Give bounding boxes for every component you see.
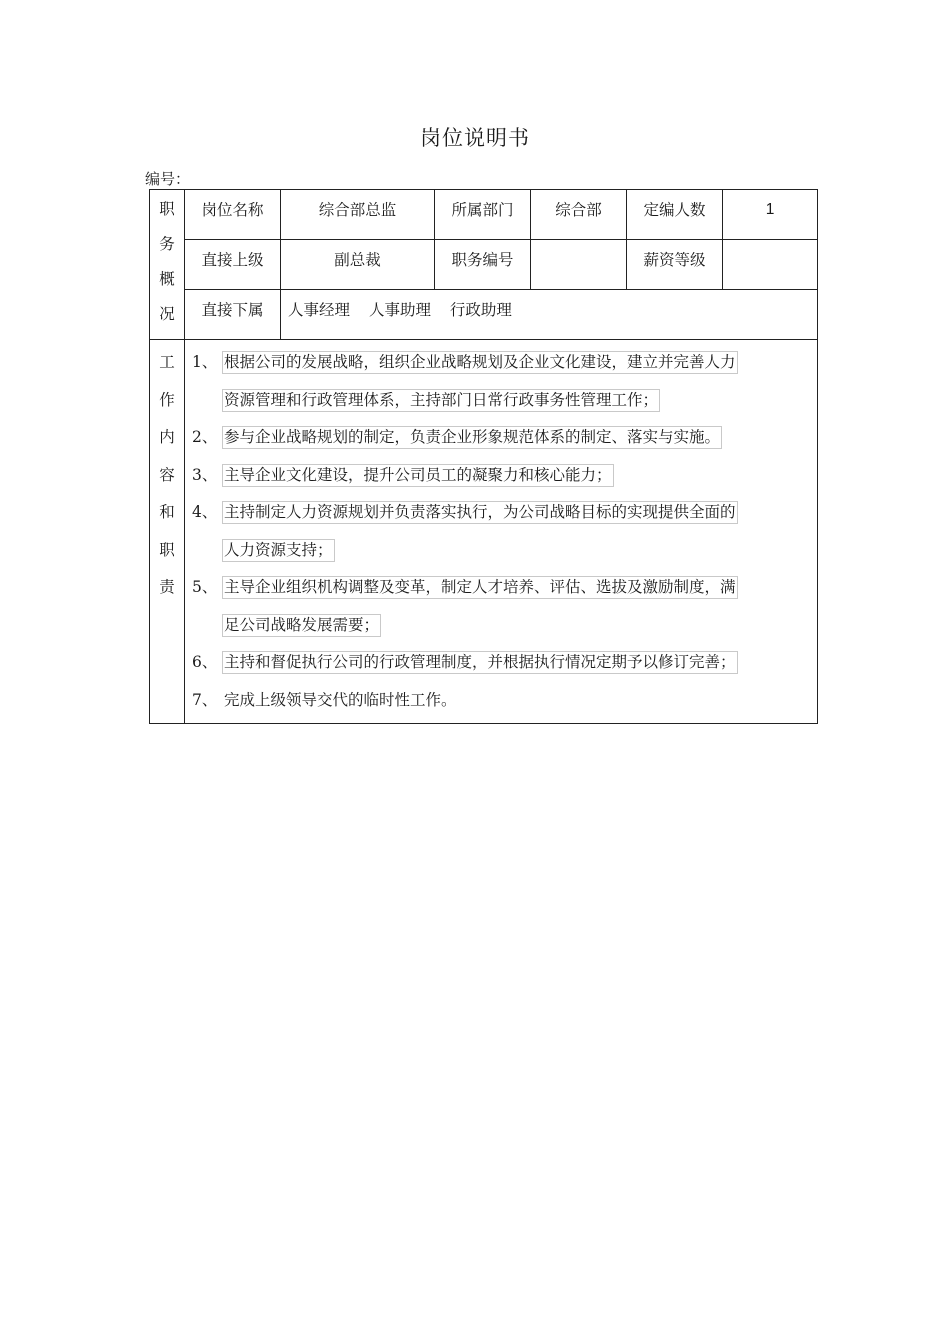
subordinate-list (281, 290, 818, 340)
duty-text: 资源管理和行政管理体系，主持部门日常行政事务性管理工作； (222, 389, 660, 412)
salary-grade-label: 薪资等级 (627, 240, 723, 290)
duty-number: 2、 (192, 428, 218, 446)
duty-item (192, 682, 817, 720)
overview-row-1 (150, 190, 818, 240)
duty-number: 7、 (192, 690, 218, 709)
superior-label: 直接上级 (185, 240, 281, 290)
salary-grade-value (723, 240, 818, 290)
overview-row-2 (150, 240, 818, 290)
duties-row (150, 340, 818, 724)
duty-number: 3、 (192, 465, 218, 484)
subordinate-item: 人事经理 (288, 301, 351, 319)
duty-text: 参与企业战略规划的制定，负责企业形象规范体系的制定、落实与实施。 (222, 426, 722, 449)
duty-item (192, 457, 817, 495)
post-name-label: 岗位名称 (185, 190, 281, 240)
duties-section-label: 工 作 内 容 和 职 责 (150, 340, 185, 724)
duty-item (192, 344, 817, 419)
duty-text: 主导企业组织机构调整及变革，制定人才培养、评估、选拔及激励制度，满 (222, 576, 738, 599)
job-code-label: 职务编号 (435, 240, 531, 290)
job-description-table (149, 189, 818, 724)
duty-number: 1、 (192, 353, 218, 371)
overview-section-label: 职 务 概 况 (150, 190, 185, 340)
department-value: 综合部 (531, 190, 627, 240)
duty-text: 主持制定人力资源规划并负责落实执行，为公司战略目标的实现提供全面的 (222, 501, 738, 524)
superior-value: 副总裁 (281, 240, 435, 290)
page-title: 岗位说明书 (420, 126, 530, 150)
duty-number: 4、 (192, 503, 218, 521)
duty-item (192, 569, 817, 644)
overview-row-3 (150, 290, 818, 340)
duty-item (192, 494, 817, 569)
duty-text: 人力资源支持； (222, 539, 335, 562)
duty-number: 5、 (192, 578, 218, 596)
duty-text: 主持和督促执行公司的行政管理制度，并根据执行情况定期予以修订完善； (222, 651, 738, 674)
duty-text: 完成上级领导交代的临时性工作。 (224, 690, 457, 709)
post-name-value: 综合部总监 (281, 190, 435, 240)
duty-item (192, 644, 817, 682)
department-label: 所属部门 (435, 190, 531, 240)
subordinate-label: 直接下属 (185, 290, 281, 340)
duty-number: 6、 (192, 653, 218, 671)
subordinate-item: 行政助理 (449, 301, 512, 319)
job-code-value (531, 240, 627, 290)
headcount-value: 1 (723, 190, 818, 240)
headcount-label: 定编人数 (627, 190, 723, 240)
subordinate-item: 人事助理 (368, 301, 431, 319)
duty-item (192, 419, 817, 457)
duty-text: 足公司战略发展需要； (222, 614, 381, 637)
document-number-label: 编号： (145, 170, 191, 188)
duty-text: 主导企业文化建设，提升公司员工的凝聚力和核心能力； (222, 464, 614, 487)
duties-list (185, 340, 818, 724)
duty-text: 根据公司的发展战略，组织企业战略规划及企业文化建设，建立并完善人力 (222, 351, 738, 374)
